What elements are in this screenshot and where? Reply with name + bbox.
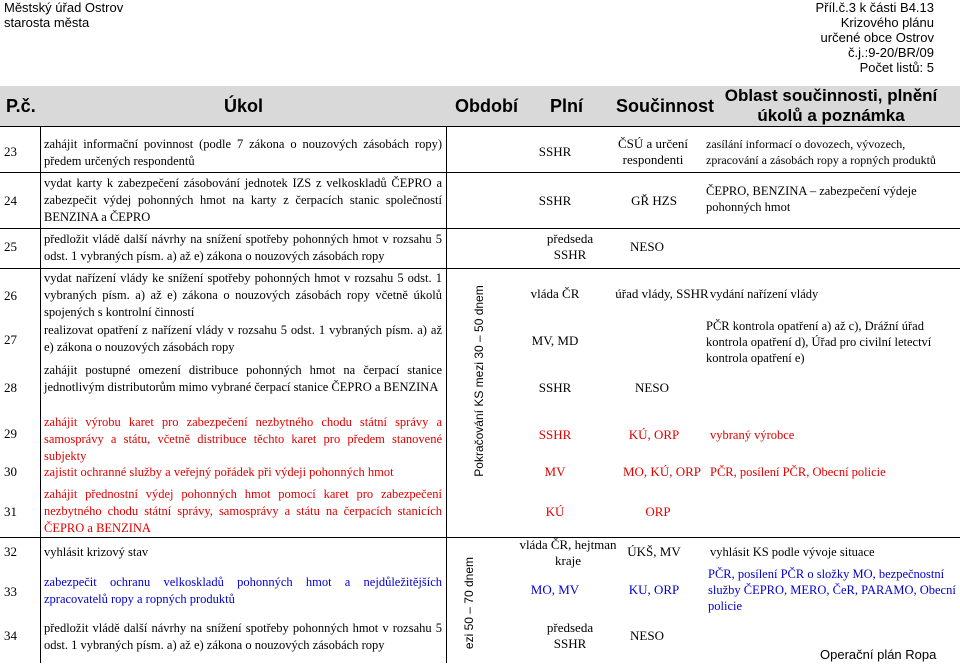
row-number: 25 — [4, 239, 17, 254]
divider — [446, 126, 447, 663]
plni-cell: MO, MV — [530, 582, 580, 597]
plni-cell: SSHR — [538, 144, 572, 159]
task-text: zajistit ochranné služby a veřejný pořádek při výdeji pohonných hmot — [44, 465, 394, 479]
col-obdobi: Období — [455, 96, 518, 116]
task-text: zabezpečit ochranu velkoskladů pohonných hmot a nejdůležitějších zpracovatelů ropy a ropných produktů — [44, 575, 442, 606]
oblast-cell: vydání nařízení vlády — [710, 287, 819, 301]
oblast-cell: PČR, posílení PČR o složky MO, bezpečnostní služby ČEPRO, MERO, ČeR, PARAMO, Obecní policie — [708, 567, 956, 613]
ref-line-3: určené obce Ostrov — [820, 30, 934, 45]
plni-cell: vláda ČR — [530, 286, 580, 301]
plni-cell: předseda SSHR — [546, 620, 594, 651]
plni-cell: předseda SSHR — [546, 231, 594, 262]
row-number: 23 — [4, 144, 17, 159]
ref-line-2: Krizového plánu — [840, 15, 934, 30]
oblast-cell: zasílání informací o dovozech, vývozech, zpracování a zásobách ropy a ropných produktů — [706, 137, 936, 167]
ref-line-4: č.j.:9-20/BR/09 — [848, 45, 934, 60]
plni-cell: SSHR — [538, 193, 572, 208]
row-number: 28 — [4, 380, 17, 395]
col-ukol: Úkol — [224, 96, 264, 116]
oblast-cell: vyhlásit KS podle vývoje situace — [710, 545, 875, 559]
soucinnost-cell: ORP — [645, 504, 671, 519]
plni-cell: MV — [544, 464, 566, 479]
task-text: realizovat opatření z nařízení vlády v rozsahu 5 odst. 1 vybraných písm. a) až e) zákona o nouzových zásobách ropy — [44, 323, 442, 354]
ref-line-1: Příl.č.3 k části B4.13 — [815, 0, 934, 15]
soucinnost-cell: NESO — [630, 239, 664, 254]
task-text: vyhlásit krizový stav — [44, 545, 149, 559]
row-separator — [0, 172, 960, 173]
table-header — [0, 86, 960, 127]
row-number: 27 — [4, 332, 17, 347]
plni-cell: vláda ČR, hejtman kraje — [519, 537, 617, 568]
oblast-cell: PČR, posílení PČR, Obecní policie — [710, 465, 886, 479]
task-text: zahájit informační povinnost (podle 7 zákona o nouzových zásobách ropy) předem určených respondentů — [44, 137, 442, 168]
plni-cell: SSHR — [538, 380, 572, 395]
row-number: 32 — [4, 544, 17, 559]
plni-cell: KÚ — [545, 504, 565, 519]
document-reference — [816, 0, 935, 75]
oblast-cell: ČEPRO, BENZINA – zabezpečení výdeje pohonných hmot — [706, 184, 917, 214]
soucinnost-cell: KÚ, ORP — [628, 427, 680, 442]
task-text: vydat karty k zabezpečení zásobování jednotek IZS z velkoskladů ČEPRO a zabezpečit výdej pohonných hmot na karty z čerpacích stanic společností BENZINA a ČEPRO — [44, 176, 442, 224]
col-oblast: Oblast součinnosti, plnění úkolů a poznámka — [724, 86, 938, 125]
divider — [40, 126, 41, 663]
ref-line-5: Počet listů: 5 — [859, 60, 934, 75]
office-header — [4, 0, 123, 30]
office-name: Městský úřad Ostrov — [4, 0, 124, 15]
footer-plan-name: Operační plán Ropa — [820, 647, 937, 662]
task-text: vydat nařízení vlády ke snížení spotřeby pohonných hmot v rozsahu 5 odst. 1 vybraných písm. a) až e) zákona o nouzových zásobách ropy včetně úkolů spojených s kontrolní činností — [44, 271, 442, 319]
oblast-cell: PČR kontrola opatření a) až c), Drážní úřad kontrola opatření d), Úřad pro civilní letectví kontrola opatření e) — [706, 319, 932, 365]
soucinnost-cell: ČSÚ a určení respondenti — [617, 136, 689, 167]
soucinnost-cell: úřad vlády, SSHR — [615, 286, 709, 301]
task-text: předložit vládě další návrhy na snížení spotřeby pohonných hmot v rozsahu 5 odst. 1 vybraných písm. a) až e) zákona o nouzových zásobách ropy — [44, 232, 442, 263]
col-plni: Plní — [550, 96, 584, 116]
soucinnost-cell: GŘ HZS — [631, 193, 677, 208]
row-number: 26 — [4, 288, 17, 303]
row-number: 31 — [4, 504, 17, 519]
row-separator — [0, 228, 960, 229]
plni-cell: MV, MD — [531, 333, 579, 348]
task-text: předložit vládě další návrhy na snížení spotřeby pohonných hmot v rozsahu 5 odst. 1 vybraných písm. a) až e) zákona o nouzových zásobách ropy — [44, 621, 442, 652]
soucinnost-cell: ÚKŠ, MV — [627, 544, 681, 559]
soucinnost-cell: KU, ORP — [628, 582, 680, 597]
row-number: 29 — [4, 426, 17, 441]
soucinnost-cell: NESO — [635, 380, 669, 395]
task-text: zahájit postupné omezení distribuce pohonných hmot na čerpací stanice jednotlivým distributorům mimo vybrané čerpací stanice ČEPRO a BENZINA — [44, 363, 442, 394]
period-label: Pokračování KS mezi 30 – 50 dnem — [472, 285, 486, 477]
row-number: 30 — [4, 464, 17, 479]
row-separator — [0, 537, 960, 538]
period-label: ezi 50 – 70 dnem — [462, 557, 476, 650]
task-text: zahájit výrobu karet pro zabezpečení nezbytného chodu státní správy a samosprávy a státu, včetně distribuce těchto karet pro předem stanovené subjekty — [44, 415, 442, 463]
row-number: 24 — [4, 193, 17, 208]
row-number: 34 — [4, 628, 17, 643]
plni-cell: SSHR — [538, 427, 572, 442]
task-text: zahájit přednostní výdej pohonných hmot pomocí karet pro zabezpečení nezbytného chodu státní správy, samosprávy a státu na čerpacích stanicích ČEPRO a BENZINA — [44, 487, 442, 535]
col-pc: P.č. — [6, 96, 36, 116]
oblast-cell: vybraný výrobce — [710, 428, 795, 442]
row-separator — [0, 268, 960, 269]
soucinnost-cell: MO, KÚ, ORP — [622, 464, 701, 479]
soucinnost-cell: NESO — [630, 628, 664, 643]
col-soucinnost: Součinnost — [616, 96, 714, 116]
row-number: 33 — [4, 584, 17, 599]
office-role: starosta města — [4, 15, 90, 30]
